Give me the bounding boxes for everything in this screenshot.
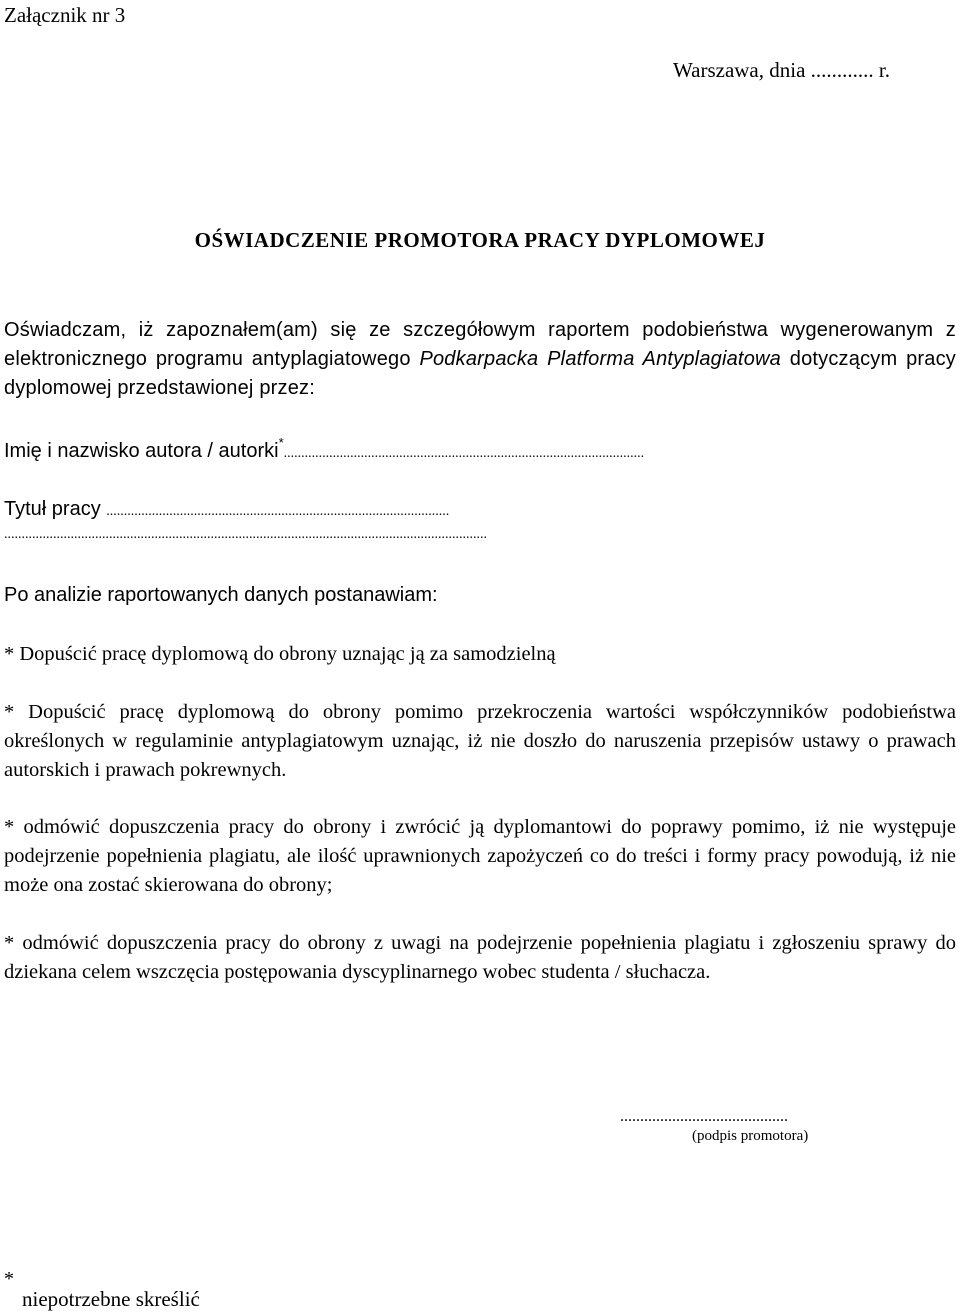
signature-caption: (podpis promotora)	[692, 1128, 809, 1144]
intro-text-part1: Oświadczam, iż zapoznałem(am) się ze szczegółowym raportem podobieństwa wygenerowanym z elektronicznego programu antyplagiatowego	[4, 319, 956, 370]
program-name: Podkarpacka Platforma Antyplagiatowa	[419, 348, 781, 370]
option-1: * Dopuścić pracę dyplomową do obrony uznając ją za samodzielną	[4, 643, 556, 665]
footnote-ref: *	[278, 435, 284, 450]
option-3: * odmówić dopuszczenia pracy do obrony i zwrócić ją dyplomantowi do poprawy pomimo, iż nie występuje podejrzenie popełnienia plagiatu, ale ilość uprawnionych zapożyczeń co do treści i formy pracy powodują, iż nie może ona zostać skierowana do obrony;	[4, 816, 956, 896]
author-dots: .......................................................................................................	[283, 446, 645, 461]
thesis-title-label: Tytuł pracy	[4, 498, 107, 520]
intro-text-part2: dotyczącym pracy dyplomowej przedstawionej przez:	[4, 348, 956, 399]
thesis-title-dots-line1: ..................................................................................................	[106, 504, 450, 519]
author-label: Imię i nazwisko autora / autorki	[4, 440, 279, 462]
thesis-title-dots-line2: ..........................................................................................................................................	[4, 527, 487, 542]
intro-paragraph	[4, 316, 956, 403]
place-date: Warszawa, dnia ............ r.	[673, 58, 890, 82]
footnote-mark: *	[4, 1268, 14, 1290]
document-title: OŚWIADCZENIE PROMOTORA PRACY DYPLOMOWEJ	[194, 228, 766, 252]
signature-dots: ..........................................	[620, 1108, 788, 1125]
option-2: * Dopuścić pracę dyplomową do obrony pomimo przekroczenia wartości współczynników podobieństwa określonych w regulaminie antyplagiatowym uznając, iż nie doszło do naruszenia przepisów ustawy o prawach autorskich i prawach pokrewnych.	[4, 701, 956, 781]
footnote-text: niepotrzebne skreślić	[22, 1287, 200, 1311]
thesis-title-field	[4, 498, 449, 521]
option-4: * odmówić dopuszczenia pracy do obrony z uwagi na podejrzenie popełnienia plagiatu i zgłoszeniu sprawy do dziekana celem wszczęcia postępowania dyscyplinarnego wobec studenta / słuchacza.	[4, 932, 956, 983]
decision-intro: Po analizie raportowanych danych postanawiam:	[4, 584, 438, 606]
annex-label: Załącznik nr 3	[4, 3, 126, 27]
author-field	[4, 435, 645, 463]
